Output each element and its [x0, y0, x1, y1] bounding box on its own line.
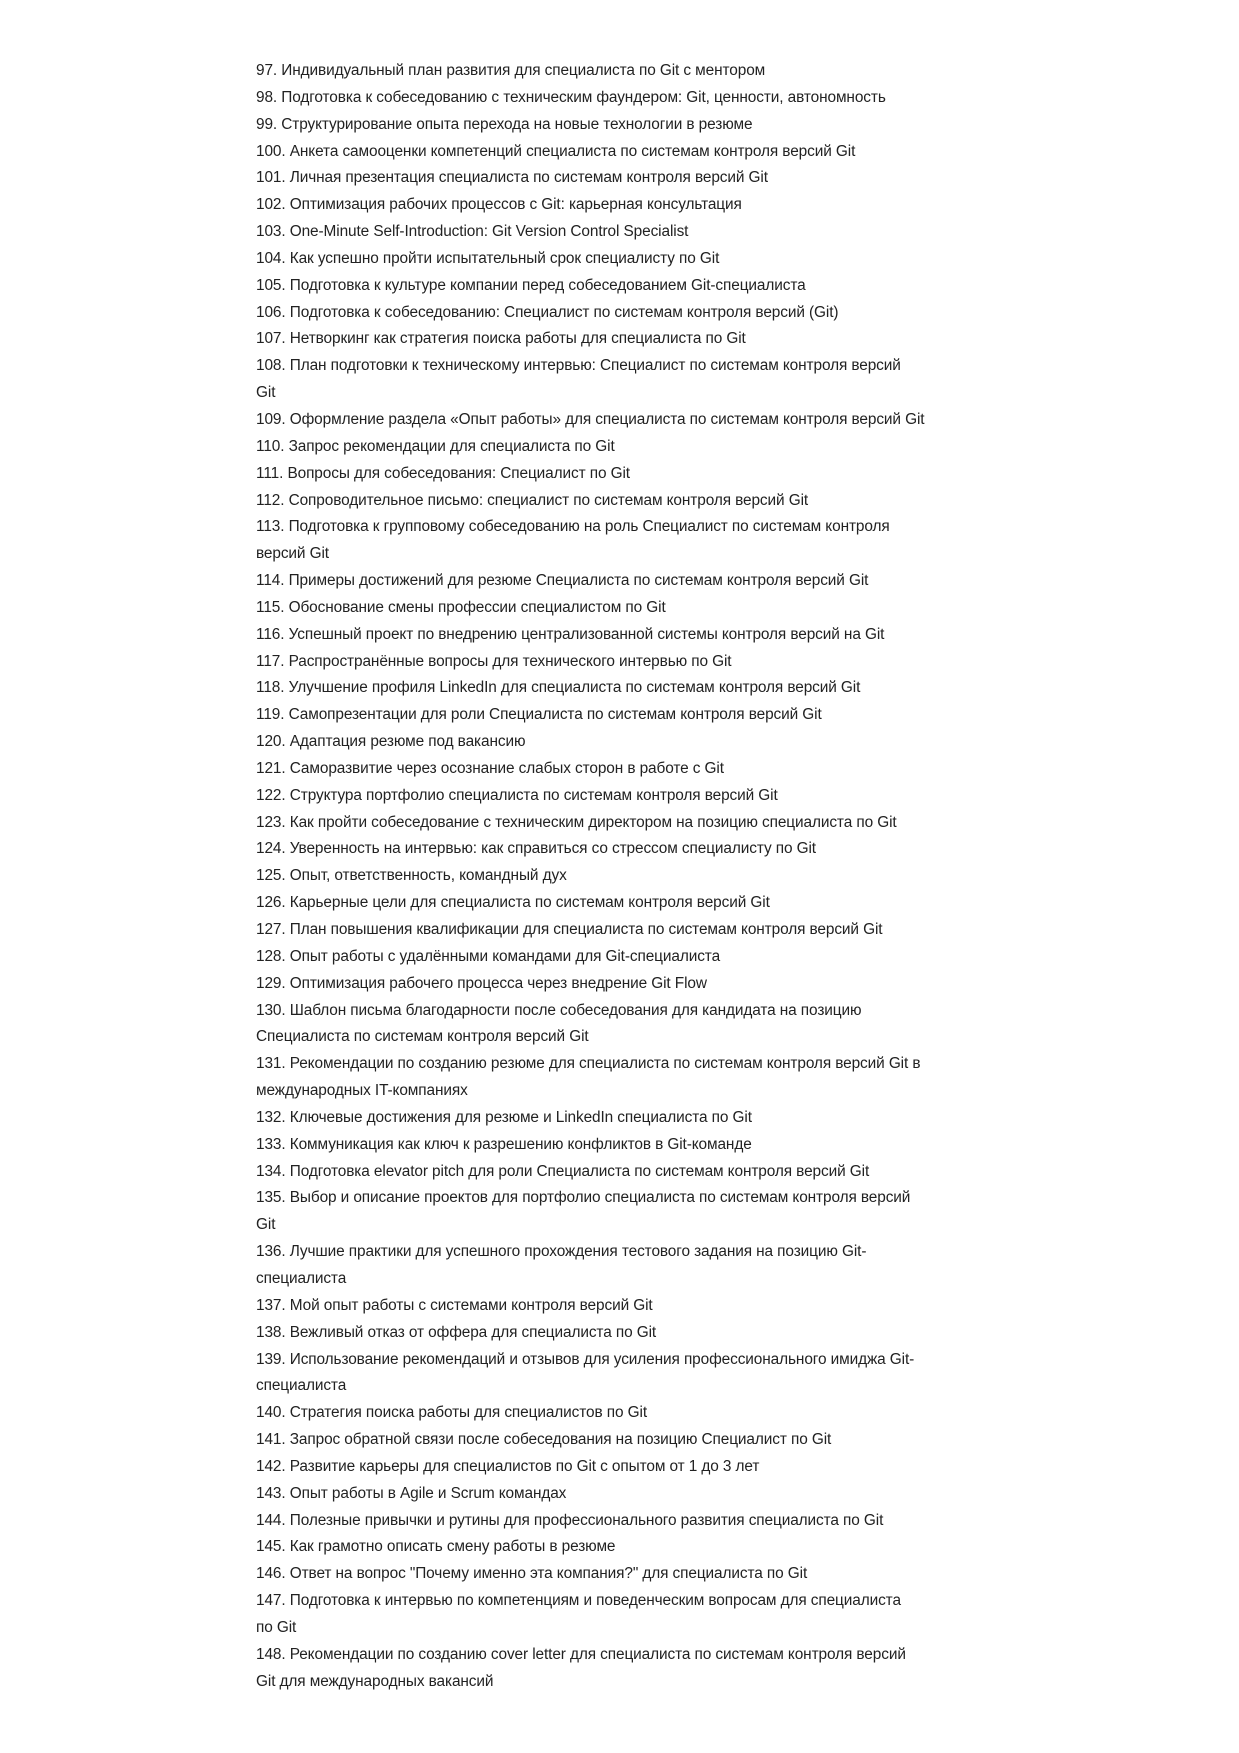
list-item-text: Git	[256, 384, 276, 402]
list-item	[256, 165, 996, 192]
list-item-text: 125. Опыт, ответственность, командный дух	[256, 867, 567, 885]
list-item	[256, 1534, 996, 1561]
list-item-text: 142. Развитие карьеры для специалистов по Git с опытом от 1 до 3 лет	[256, 1457, 760, 1475]
list-item-text: 111. Вопросы для собеседования: Специалист по Git	[256, 464, 630, 482]
list-item	[256, 595, 996, 622]
list-item	[256, 1159, 996, 1186]
topic-list	[256, 58, 996, 1695]
list-item-text: 122. Структура портфолио специалиста по системам контроля версий Git	[256, 786, 778, 804]
list-item	[256, 675, 996, 702]
list-item-text: 106. Подготовка к собеседованию: Специалист по системам контроля версий (Git)	[256, 303, 839, 321]
list-item	[256, 1642, 996, 1696]
list-item-text: 146. Ответ на вопрос "Почему именно эта компания?" для специалиста по Git	[256, 1565, 808, 1583]
list-item	[256, 139, 996, 166]
list-item-text: 103. One-Minute Self-Introduction: Git Version Control Specialist	[256, 223, 689, 241]
list-item	[256, 1132, 996, 1159]
list-item	[256, 890, 996, 917]
list-item-text: 105. Подготовка к культуре компании перед собеседованием Git-специалиста	[256, 276, 806, 294]
list-item	[256, 353, 996, 407]
list-item	[256, 1427, 996, 1454]
list-item-text: 110. Запрос рекомендации для специалиста по Git	[256, 437, 615, 455]
list-item-text: 116. Успешный проект по внедрению централизованной системы контроля версий на Git	[256, 625, 885, 643]
list-item	[256, 300, 996, 327]
list-item	[256, 810, 996, 837]
list-item	[256, 1239, 996, 1293]
list-item	[256, 273, 996, 300]
list-item	[256, 85, 996, 112]
list-item	[256, 1454, 996, 1481]
list-item	[256, 756, 996, 783]
list-item	[256, 649, 996, 676]
list-item-text: 135. Выбор и описание проектов для портфолио специалиста по системам контроля версий	[256, 1189, 911, 1207]
list-item-text: версий Git	[256, 545, 329, 563]
list-item-text: 120. Адаптация резюме под вакансию	[256, 733, 526, 751]
list-item	[256, 998, 996, 1052]
list-item	[256, 917, 996, 944]
list-item	[256, 1185, 996, 1239]
list-item-text: 115. Обоснование смены профессии специалистом по Git	[256, 598, 666, 616]
list-item	[256, 1481, 996, 1508]
list-item-text: 133. Коммуникация как ключ к разрешению конфликтов в Git-команде	[256, 1135, 752, 1153]
list-item-text: 118. Улучшение профиля LinkedIn для специалиста по системам контроля версий Git	[256, 679, 861, 697]
list-item	[256, 1293, 996, 1320]
list-item-text: специалиста	[256, 1377, 347, 1395]
list-item-text: 131. Рекомендации по созданию резюме для специалиста по системам контроля версий Git в	[256, 1055, 921, 1073]
list-item-text: 127. План повышения квалификации для специалиста по системам контроля версий Git	[256, 921, 883, 938]
list-item	[256, 407, 996, 434]
list-item	[256, 461, 996, 488]
list-item-text: 107. Нетворкинг как стратегия поиска работы для специалиста по Git	[256, 330, 746, 348]
list-item-text: 143. Опыт работы в Agile и Scrum командах	[256, 1484, 567, 1502]
list-item-text: 132. Ключевые достижения для резюме и LinkedIn специалиста по Git	[256, 1108, 752, 1126]
list-item-text: 130. Шаблон письма благодарности после собеседования для кандидата на позицию	[256, 1001, 862, 1019]
list-item-text: по Git	[256, 1618, 297, 1636]
list-item	[256, 944, 996, 971]
list-item	[256, 1051, 996, 1105]
list-item-text: 144. Полезные привычки и рутины для профессионального развития специалиста по Git	[256, 1511, 884, 1529]
list-item-text: 128. Опыт работы с удалёнными командами для Git-специалиста	[256, 947, 721, 965]
list-item-text: 101. Личная презентация специалиста по системам контроля версий Git	[256, 169, 768, 187]
list-item-text: Git для международных вакансий	[256, 1672, 494, 1690]
list-item-text: 140. Стратегия поиска работы для специалистов по Git	[256, 1404, 647, 1422]
list-item-text: 139. Использование рекомендаций и отзывов для усиления профессионального имиджа Git-	[256, 1350, 915, 1368]
list-item-text: Специалиста по системам контроля версий Git	[256, 1028, 589, 1046]
list-item	[256, 1320, 996, 1347]
list-item-text: 102. Оптимизация рабочих процессов с Git: карьерная консультация	[256, 196, 742, 214]
list-item	[256, 246, 996, 273]
list-item	[256, 112, 996, 139]
list-item-text: 123. Как пройти собеседование с техническим директором на позицию специалиста по Git	[256, 813, 897, 831]
list-item	[256, 971, 996, 998]
list-item	[256, 1400, 996, 1427]
list-item	[256, 702, 996, 729]
list-item-text: 117. Распространённые вопросы для технического интервью по Git	[256, 652, 732, 670]
list-item-text: 98. Подготовка к собеседованию с техническим фаундером: Git, ценности, автономность	[256, 88, 886, 106]
list-item-text: 145. Как грамотно описать смену работы в резюме	[256, 1538, 616, 1556]
list-item-text: 99. Структурирование опыта перехода на новые технологии в резюме	[256, 115, 753, 133]
list-item	[256, 326, 996, 353]
list-item-text: 138. Вежливый отказ от оффера для специалиста по Git	[256, 1323, 657, 1341]
list-item-text: 100. Анкета самооценки компетенций специалиста по системам контроля версий Git	[256, 142, 856, 160]
list-item	[256, 488, 996, 515]
list-item-text: 119. Самопрезентации для роли Специалиста по системам контроля версий Git	[256, 706, 822, 724]
list-item	[256, 836, 996, 863]
list-item	[256, 622, 996, 649]
list-item-text: 141. Запрос обратной связи после собеседования на позицию Специалист по Git	[256, 1431, 832, 1449]
list-item	[256, 219, 996, 246]
list-item	[256, 1347, 996, 1401]
list-item	[256, 514, 996, 568]
list-item	[256, 863, 996, 890]
list-item	[256, 58, 996, 85]
list-item-text: специалиста	[256, 1269, 347, 1287]
list-item	[256, 729, 996, 756]
list-item-text: 108. План подготовки к техническому интервью: Специалист по системам контроля версий	[256, 357, 901, 375]
list-item	[256, 1588, 996, 1642]
list-item	[256, 1508, 996, 1535]
list-item	[256, 434, 996, 461]
list-item-text: 124. Уверенность на интервью: как справиться со стрессом специалисту по Git	[256, 840, 816, 858]
list-item-text: 148. Рекомендации по созданию cover letter для специалиста по системам контроля версий	[256, 1645, 906, 1663]
list-item-text: 121. Саморазвитие через осознание слабых сторон в работе с Git	[256, 759, 724, 777]
list-item	[256, 1561, 996, 1588]
list-item-text: 147. Подготовка к интервью по компетенциям и поведенческим вопросам для специалиста	[256, 1592, 901, 1610]
list-item-text: 126. Карьерные цели для специалиста по системам контроля версий Git	[256, 894, 770, 912]
list-item	[256, 783, 996, 810]
list-item	[256, 1105, 996, 1132]
list-item-text: 97. Индивидуальный план развития для специалиста по Git с ментором	[256, 62, 766, 79]
list-item	[256, 192, 996, 219]
list-item-text: международных IT-компаниях	[256, 1082, 468, 1100]
list-item-text: 136. Лучшие практики для успешного прохождения тестового задания на позицию Git-	[256, 1243, 867, 1261]
list-item-text: 129. Оптимизация рабочего процесса через внедрение Git Flow	[256, 974, 707, 992]
list-item-text: 114. Примеры достижений для резюме Специалиста по системам контроля версий Git	[256, 572, 869, 590]
list-item-text: Git	[256, 1216, 276, 1234]
list-item-text: 137. Мой опыт работы с системами контроля версий Git	[256, 1296, 653, 1314]
list-item-text: 134. Подготовка elevator pitch для роли Специалиста по системам контроля версий Git	[256, 1162, 870, 1180]
list-item-text: 104. Как успешно пройти испытательный срок специалисту по Git	[256, 249, 720, 267]
list-item-text: 113. Подготовка к групповому собеседованию на роль Специалист по системам контроля	[256, 518, 890, 536]
list-item	[256, 568, 996, 595]
list-item-text: 112. Сопроводительное письмо: специалист по системам контроля версий Git	[256, 491, 809, 509]
list-item-text: 109. Оформление раздела «Опыт работы» для специалиста по системам контроля версий Git	[256, 410, 925, 428]
